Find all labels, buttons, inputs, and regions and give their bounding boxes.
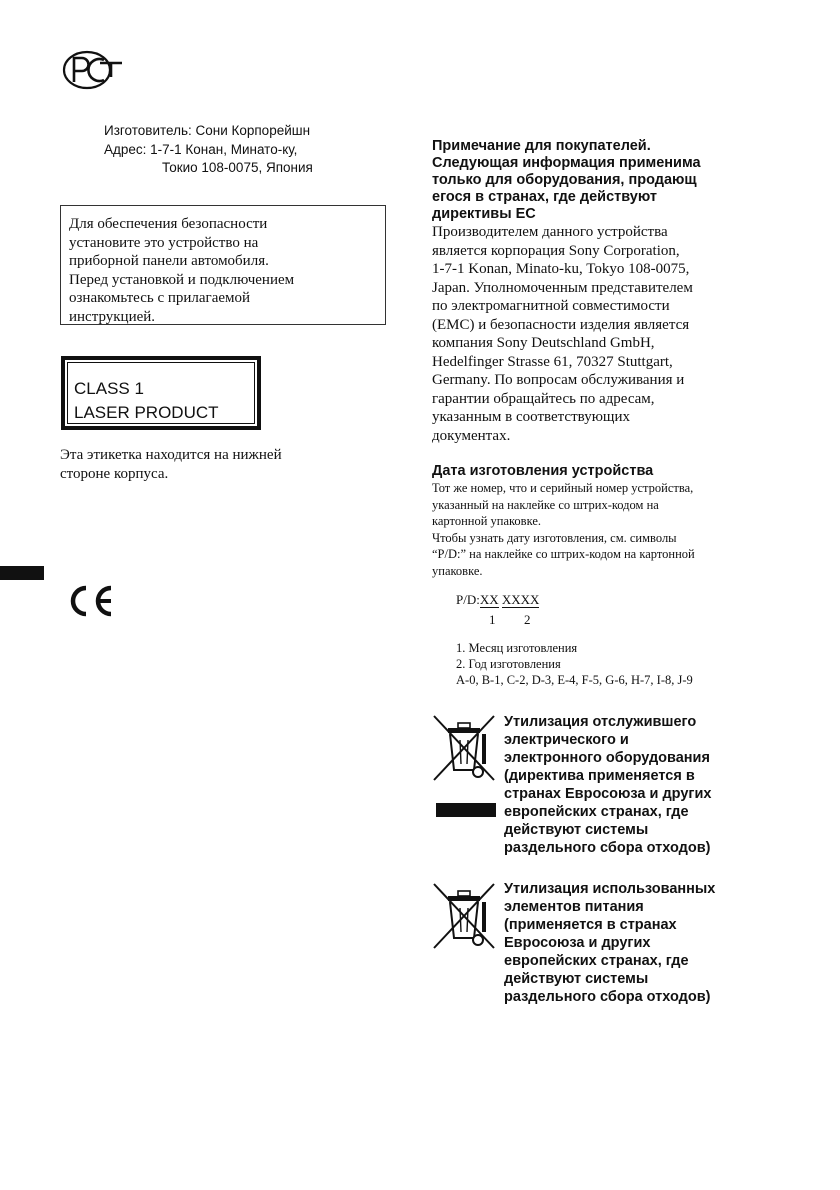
body-line: Тот же номер, что и серийный номер устройства, xyxy=(432,481,694,495)
pd-prefix: P/D: xyxy=(456,592,480,607)
safety-line: Для обеспечения безопасности xyxy=(69,216,268,232)
weee-line: Евросоюза и других xyxy=(504,935,651,951)
weee-line: электронного оборудования xyxy=(504,750,710,766)
weee-line: раздельного сбора отходов) xyxy=(504,840,711,856)
address-line: Токио 108-0075, Япония xyxy=(162,160,313,175)
pd-code-diagram xyxy=(456,592,576,632)
weee-line: Утилизация использованных xyxy=(504,881,716,897)
weee-line: (директива применяется в xyxy=(504,768,695,784)
pd-callout-1: 1 xyxy=(489,612,496,627)
crossed-out-bin-icon xyxy=(430,712,498,784)
pd-legend xyxy=(456,640,776,688)
weee-line: (применяется в странах xyxy=(504,917,677,933)
pct-certification-icon xyxy=(60,48,130,92)
weee-line: электрического и xyxy=(504,732,629,748)
manufacturer-line: Изготовитель: Сони Корпорейшн xyxy=(104,123,311,138)
label-location-note xyxy=(60,446,380,483)
heading-line: Примечание для покупателей. xyxy=(432,138,651,154)
body-line: Japan. Уполномоченным представителем xyxy=(432,279,693,296)
body-line: Чтобы узнать дату изготовления, см. символы xyxy=(432,530,677,545)
safety-line: инструкцией. xyxy=(69,308,156,325)
buyers-note-heading xyxy=(432,138,772,223)
body-line: (EMC) и безопасности изделия является xyxy=(432,316,690,333)
body-line: по электромагнитной совместимости xyxy=(432,298,670,314)
pd-month-code: XX xyxy=(479,592,499,607)
weee-equipment-text xyxy=(504,713,804,857)
note-line: стороне корпуса. xyxy=(60,465,169,482)
body-line: “P/D:” на наклейке со штрих-кодом на картонной xyxy=(432,547,695,561)
legend-line: 2. Год изготовления xyxy=(456,657,561,671)
body-line: Производителем данного устройства xyxy=(432,224,668,240)
laser-product-text: LASER PRODUCT xyxy=(74,403,219,422)
crossed-out-bin-icon xyxy=(430,880,498,952)
body-line: упаковке. xyxy=(432,563,483,578)
safety-line: приборной панели автомобиля. xyxy=(69,253,269,269)
mfg-date-body xyxy=(432,480,772,579)
eu-buyers-note xyxy=(432,138,772,445)
mfg-date-heading: Дата изготовления устройства xyxy=(432,463,654,479)
safety-notice-box xyxy=(60,205,386,325)
manufacturer-info xyxy=(104,122,404,178)
weee-line: раздельного сбора отходов) xyxy=(504,989,711,1005)
body-line: Hedelfinger Strasse 61, 70327 Stuttgart, xyxy=(432,353,673,370)
section-tab-marker xyxy=(0,566,44,580)
body-line: указанный на наклейке со штрих-кодом на xyxy=(432,497,659,512)
heading-line: Следующая информация применима xyxy=(432,155,701,171)
manufacturing-date-section xyxy=(432,462,772,579)
body-line: 1-7-1 Konan, Minato-ku, Tokyo 108-0075, xyxy=(432,261,690,277)
body-line: Germany. По вопросам обслуживания и xyxy=(432,372,685,388)
body-line: компания Sony Deutschland GmbH, xyxy=(432,335,655,351)
body-line: указанным в соответствующих xyxy=(432,409,630,425)
weee-line: действуют системы xyxy=(504,822,649,838)
laser-class-text: CLASS 1 xyxy=(74,379,144,398)
address-line: Адрес: 1-7-1 Конан, Минато-ку, xyxy=(104,141,298,157)
body-line: гарантии обращайтесь по адресам, xyxy=(432,390,655,407)
heading-line: егося в странах, где действуют xyxy=(432,189,657,205)
legend-line: A-0, B-1, C-2, D-3, E-4, F-5, G-6, H-7, I-8, J-9 xyxy=(456,673,693,687)
weee-batteries-text xyxy=(504,880,804,1006)
ce-mark-icon xyxy=(64,584,116,618)
body-line: является корпорация Sony Corporation, xyxy=(432,242,680,259)
safety-line: установите это устройство на xyxy=(69,234,259,251)
pd-callout-2: 2 xyxy=(524,612,531,627)
weee-underline-bar xyxy=(436,803,496,817)
weee-line: европейских странах, где xyxy=(504,953,689,969)
heading-line: директивы ЕС xyxy=(432,206,536,222)
weee-line: странах Евросоюза и других xyxy=(504,786,712,802)
weee-line: европейских странах, где xyxy=(504,804,689,820)
safety-line: Перед установкой и подключением xyxy=(69,271,295,288)
safety-line: ознакомьтесь с прилагаемой xyxy=(69,290,251,306)
pd-year-code: XXXX xyxy=(501,592,540,607)
weee-line: Утилизация отслужившего xyxy=(504,714,697,730)
legend-line: 1. Месяц изготовления xyxy=(456,641,578,655)
laser-product-label xyxy=(61,356,261,430)
buyers-note-body xyxy=(432,223,772,445)
heading-line: только для оборудования, продающ xyxy=(432,172,697,188)
body-line: картонной упаковке. xyxy=(432,514,542,528)
weee-line: действуют системы xyxy=(504,971,649,987)
note-line: Эта этикетка находится на нижней xyxy=(60,447,282,463)
body-line: документах. xyxy=(432,427,511,444)
weee-line: элементов питания xyxy=(504,899,644,915)
